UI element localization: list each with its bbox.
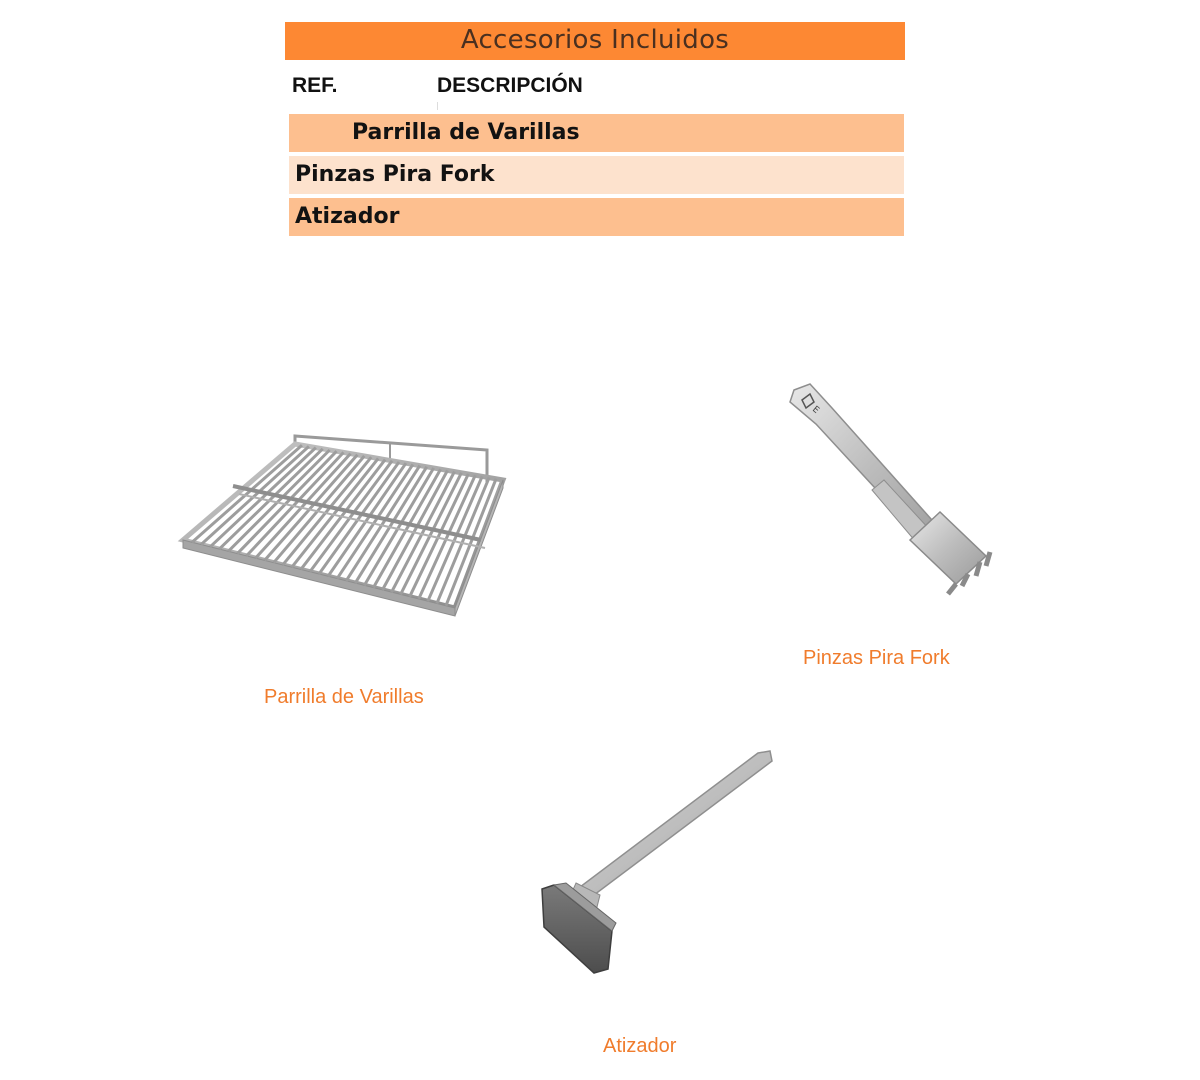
product-caption: Pinzas Pira Fork [803, 647, 950, 669]
svg-text:E: E [810, 404, 821, 416]
table-row: Pinzas Pira Fork [289, 156, 904, 194]
product-caption: Atizador [603, 1035, 677, 1057]
column-header-ref: REF. [292, 74, 338, 97]
tongs-fork-icon [780, 380, 995, 600]
column-divider [437, 102, 438, 110]
column-header-description: DESCRIPCIÓN [437, 74, 583, 97]
fire-poker-icon [530, 745, 790, 980]
accessories-table [285, 22, 905, 236]
product-caption: Parrilla de Varillas [264, 686, 424, 708]
grill-grate-icon [175, 428, 515, 618]
table-row: Parrilla de Varillas [289, 114, 904, 152]
table-header [285, 60, 905, 110]
table-row: Atizador [289, 198, 904, 236]
table-title: Accesorios Incluidos [285, 22, 905, 60]
